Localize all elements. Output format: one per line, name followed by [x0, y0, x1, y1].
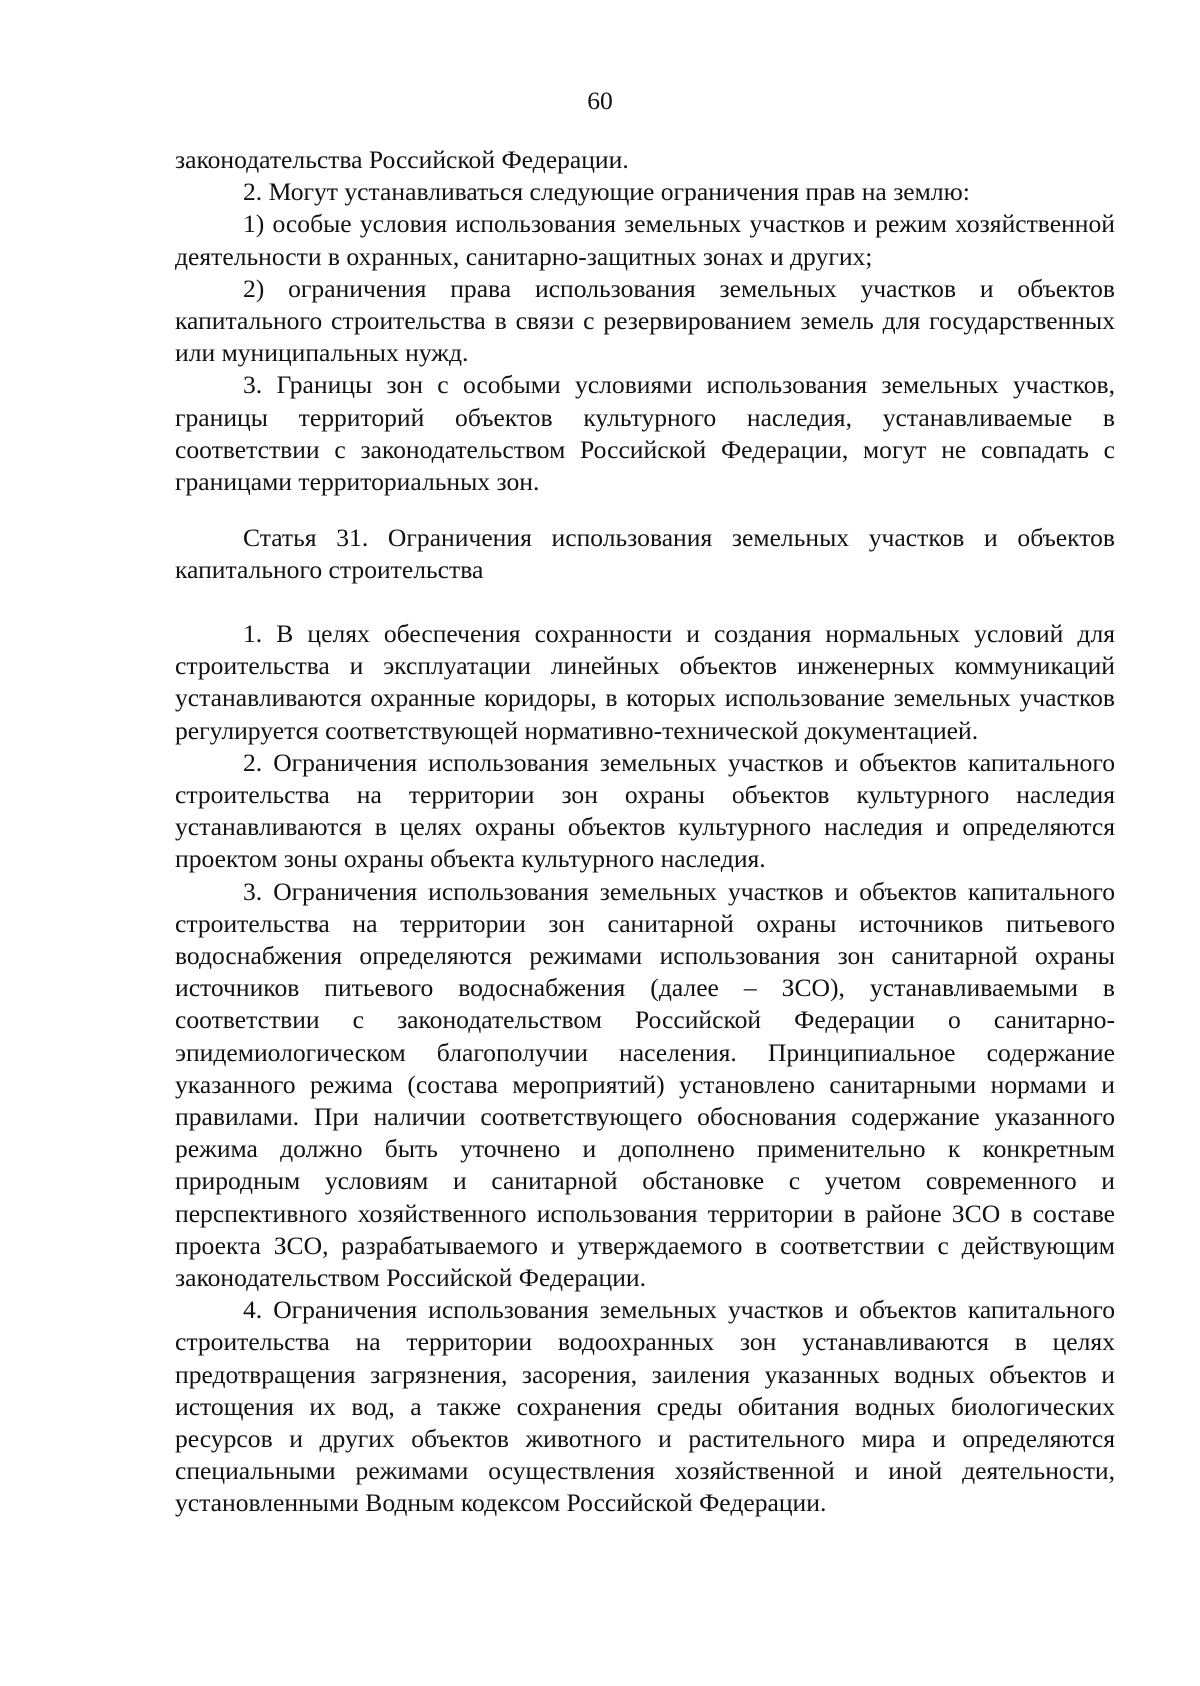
paragraph-subitem-2: 2) ограничения права использования земельных участков и объектов капитального строительства в связи с резервированием земель для государственных или муниципальных нужд.	[175, 273, 1115, 368]
paragraph-continuation: законодательства Российской Федерации.	[175, 145, 629, 174]
article-paragraph-1: 1. В целях обеспечения сохранности и создания нормальных условий для строительства и эксплуатации линейных объектов инженерных коммуникаций устанавливаются охранные коридоры, в которых использование земельных участков регулируется соответствующей нормативно-технической документацией.	[175, 619, 1115, 745]
article-paragraph-4: 4. Ограничения использования земельных участков и объектов капитального строительства на территории водоохранных зон устанавливаются в целях предотвращения загрязнения, засорения, заиления указанных водных объектов и истощения их вод, а также сохранения среды обитания водных биологических ресурсов и других объектов животного и растительного мира и определяются специальными режимами осуществления хозяйственной и иной деятельности, установленными Водным кодексом Российской Федерации.	[175, 1295, 1115, 1518]
article-heading: Статья 31. Ограничения использования земельных участков и объектов капитального строительства	[175, 523, 1115, 585]
section-continuation	[175, 144, 1115, 498]
paragraph-item-2: 2. Могут устанавливаться следующие ограничения прав на землю:	[243, 177, 970, 207]
article-paragraph-2: 2. Ограничения использования земельных участков и объектов капитального строительства на территории зон охраны объектов культурного наследия устанавливаются в целях охраны объектов культурного наследия и определяются проектом зоны охраны объекта культурного наследия.	[175, 747, 1115, 874]
article-heading-block	[175, 522, 1115, 586]
page-number: 60	[587, 86, 613, 115]
article-paragraph-3: 3. Ограничения использования земельных участков и объектов капитального строительства на территории зон санитарной охраны источников питьевого водоснабжения определяются режимами использования зон санитарной охраны источников питьевого водоснабжения (далее – ЗСО), устанавливаемыми в соответствии с законодательством Российской Федерации о санитарно-эпидемиологическом благополучии населения. Принципиальное содержание указанного режима (состава мероприятий) установлено санитарными нормами и правилами. При наличии соответствующего обоснования содержание указанного режима должно быть уточнено и дополнено применительно к конкретным природным условиям и санитарной обстановке с учетом современного и перспективного хозяйственного использования территории в районе ЗСО в составе проекта ЗСО, разрабатываемого и утверждаемого в соответствии с действующим законодательством Российской Федерации.	[175, 876, 1115, 1293]
paragraph-subitem-1: 1) особые условия использования земельных участков и режим хозяйственной деятельности в охранных, санитарно-защитных зонах и других;	[175, 209, 1115, 271]
article-body	[175, 618, 1115, 1520]
paragraph-item-3: 3. Границы зон с особыми условиями использования земельных участков, границы территорий объектов культурного наследия, устанавливаемые в соответствии с законодательством Российской Федерации, могут не совпадать с границами территориальных зон.	[175, 370, 1115, 497]
